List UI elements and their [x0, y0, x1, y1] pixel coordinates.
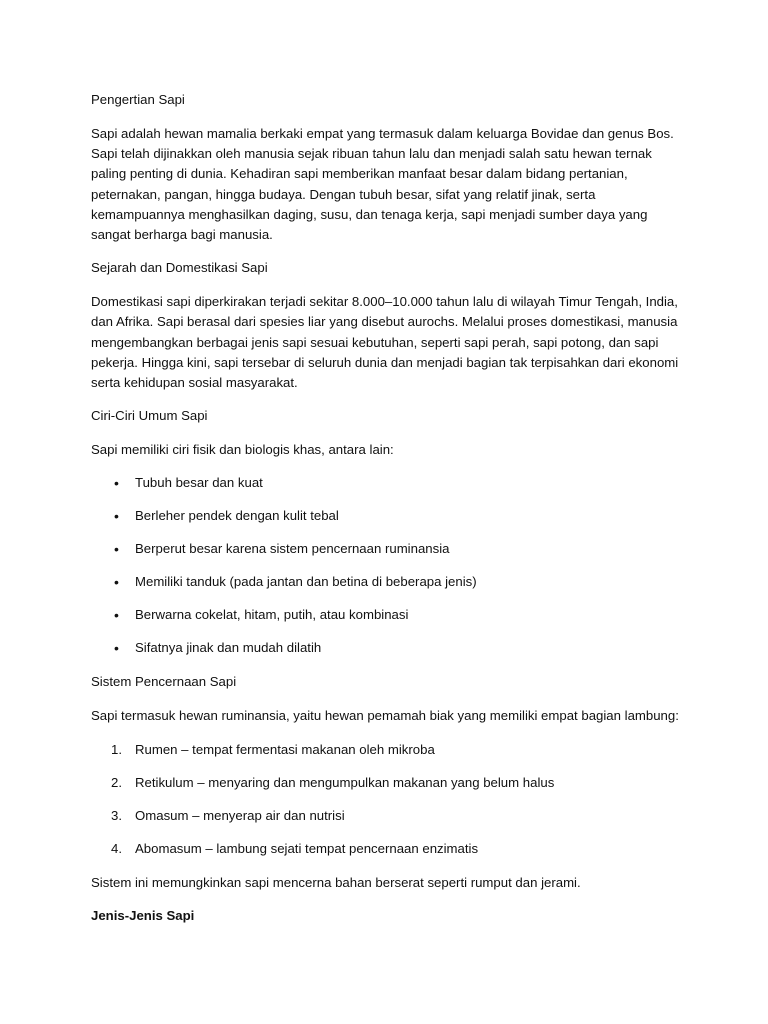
section-intro: Sapi termasuk hewan ruminansia, yaitu hewan pemamah biak yang memiliki empat bagian lambung:	[91, 708, 679, 724]
list-item	[91, 839, 681, 859]
section-paragraph: Domestikasi sapi diperkirakan terjadi sekitar 8.000–10.000 tahun lalu di wilayah Timur Tengah, India, dan Afrika. Sapi berasal dari spesies liar yang disebut aurochs. Melalui proses domestikasi, manusia mengembangkan berbagai jenis sapi sesuai kebutuhan, seperti sapi perah, sapi potong, dan sapi pekerja. Hingga kini, sapi tersebar di seluruh dunia dan menjadi bagian tak terpisahkan dari ekonomi serta kehidupan sosial masyarakat.	[91, 294, 679, 391]
list-item-text: Abomasum – lambung sejati tempat pencernaan enzimatis	[135, 840, 479, 856]
list-number: 2.	[111, 774, 122, 790]
numbered-list	[91, 740, 681, 859]
bullet-icon: •	[114, 475, 119, 492]
section-heading: Sistem Pencernaan Sapi	[91, 674, 237, 690]
list-item-text: Berleher pendek dengan kulit tebal	[135, 508, 339, 524]
section-heading: Jenis-Jenis Sapi	[91, 907, 195, 923]
list-item	[91, 806, 681, 826]
list-item-text: Berwarna cokelat, hitam, putih, atau kombinasi	[135, 607, 409, 623]
list-item	[91, 740, 681, 760]
section-heading: Ciri-Ciri Umum Sapi	[91, 408, 208, 424]
list-item-text: Tubuh besar dan kuat	[135, 475, 263, 491]
list-item-text: Berperut besar karena sistem pencernaan ruminansia	[135, 541, 450, 557]
list-item	[91, 539, 681, 559]
list-item	[91, 638, 681, 658]
list-item	[91, 572, 681, 592]
list-item-text: Omasum – menyerap air dan nutrisi	[135, 807, 345, 823]
section-heading: Pengertian Sapi	[91, 92, 185, 107]
list-item-text: Rumen – tempat fermentasi makanan oleh mikroba	[135, 741, 435, 757]
document-page	[91, 90, 681, 940]
bullet-icon: •	[114, 541, 119, 558]
bullet-icon: •	[114, 574, 119, 591]
list-item-text: Retikulum – menyaring dan mengumpulkan makanan yang belum halus	[135, 774, 555, 790]
bullet-icon: •	[114, 640, 119, 657]
list-number: 3.	[111, 807, 122, 823]
bullet-icon: •	[114, 508, 119, 525]
section-heading: Sejarah dan Domestikasi Sapi	[91, 260, 268, 276]
section-intro: Sapi memiliki ciri fisik dan biologis khas, antara lain:	[91, 442, 394, 458]
list-item-text: Sifatnya jinak dan mudah dilatih	[135, 640, 322, 656]
bullet-icon: •	[114, 607, 119, 624]
list-number: 4.	[111, 840, 122, 856]
list-number: 1.	[111, 741, 122, 757]
section-outro: Sistem ini memungkinkan sapi mencerna bahan berserat seperti rumput dan jerami.	[91, 874, 581, 890]
list-item	[91, 473, 681, 493]
list-item	[91, 605, 681, 625]
list-item	[91, 773, 681, 793]
section-paragraph: Sapi adalah hewan mamalia berkaki empat yang termasuk dalam keluarga Bovidae dan genus Bos. Sapi telah dijinakkan oleh manusia sejak ribuan tahun lalu dan menjadi salah satu hewan ternak paling penting di dunia. Kehadiran sapi memberikan manfaat besar dalam bidang pertanian, peternakan, pangan, hingga budaya. Dengan tubuh besar, sifat yang relatif jinak, serta kemampuannya menghasilkan daging, susu, dan tenaga kerja, sapi menjadi sumber daya yang sangat berharga bagi manusia.	[91, 126, 674, 243]
list-item	[91, 506, 681, 526]
list-item-text: Memiliki tanduk (pada jantan dan betina di beberapa jenis)	[135, 574, 477, 590]
bullet-list	[91, 473, 681, 658]
